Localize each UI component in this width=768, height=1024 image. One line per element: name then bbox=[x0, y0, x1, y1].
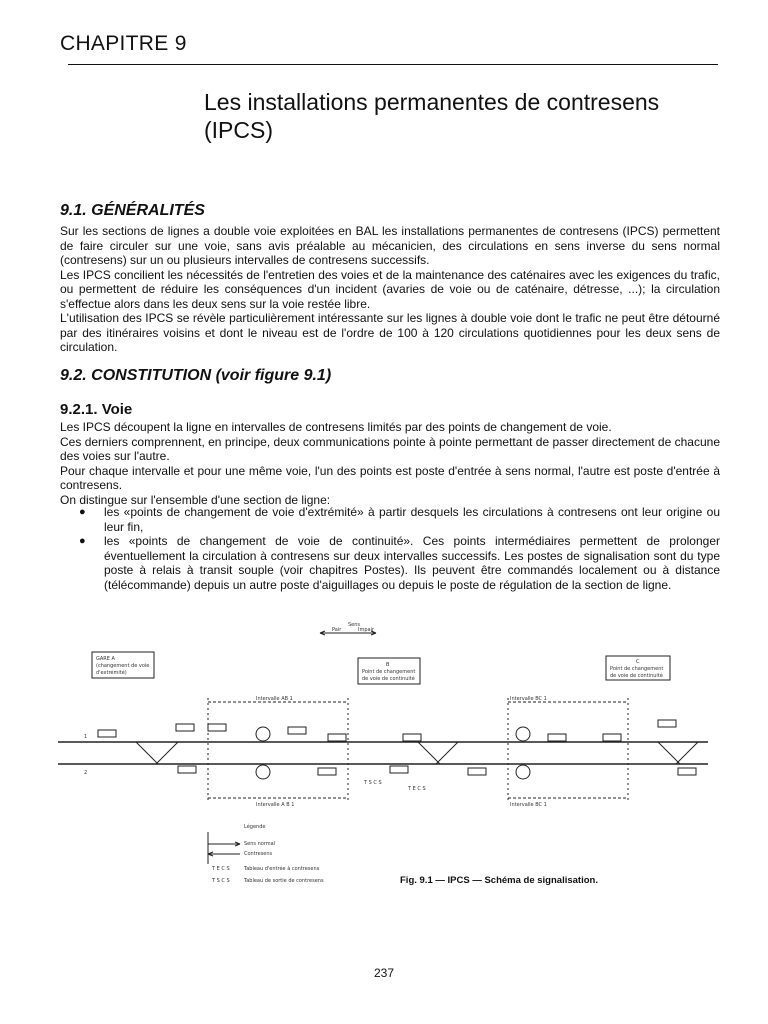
crossover-c bbox=[658, 742, 698, 764]
impair-label: Impair bbox=[358, 627, 375, 633]
signal-box bbox=[603, 734, 621, 741]
signal-box bbox=[658, 720, 676, 727]
box-b-line: B bbox=[386, 662, 390, 668]
paragraph: Pour chaque intervalle et pour une même voie, l'un des points est poste d'entrée à sens normal, l'autre est poste d'entrée à contresens. bbox=[60, 463, 720, 492]
interval-ab-bottom-label: Intervalle A B 1 bbox=[256, 802, 295, 808]
signal-box bbox=[176, 724, 194, 731]
box-c-line: C bbox=[636, 659, 640, 665]
box-a-line: (changement de voie bbox=[96, 663, 150, 669]
box-b-line: de voie de continuité bbox=[362, 676, 415, 682]
tecs-label: T E C S bbox=[408, 786, 426, 792]
list-item-text: les «points de changement de voie d'extrémité» à partir desquels les circulations à contresens ont leur origine ou leur fin, bbox=[104, 505, 720, 534]
bullet-icon: ● bbox=[79, 535, 86, 547]
legend-abbr: T S C S bbox=[212, 878, 230, 884]
box-c-line: Point de changement bbox=[610, 666, 664, 672]
signal-box bbox=[548, 734, 566, 741]
figure-ipcs-signalisation bbox=[58, 612, 718, 902]
crossover-b bbox=[418, 742, 458, 764]
signal-circle bbox=[256, 765, 270, 779]
chapter-heading: CHAPITRE 9 bbox=[60, 32, 187, 55]
legend-abbr: T E C S bbox=[212, 866, 230, 872]
bullet-icon: ● bbox=[79, 506, 86, 518]
paragraph: Ces derniers comprennent, en principe, deux communications pointe à pointe permettant de passer directement de chacune des voies sur l'autre. bbox=[60, 434, 720, 463]
signal-box bbox=[178, 766, 196, 773]
signal-box bbox=[208, 724, 226, 731]
sens-label: Sens bbox=[348, 622, 361, 628]
interval-bc-bottom-label: Intervalle BC 1 bbox=[510, 802, 547, 808]
section-heading-generalites: 9.1. GÉNÉRALITÉS bbox=[60, 202, 205, 219]
section-body-voie bbox=[60, 420, 720, 507]
signal-box bbox=[328, 734, 346, 741]
signal-box bbox=[98, 730, 116, 737]
chapter-title: Les installations permanentes de contresens (IPCS) bbox=[204, 89, 660, 143]
interval-bc-top-label: Intervalle BC 1 bbox=[510, 696, 547, 702]
paragraph: Les IPCS concilient les nécessités de l'entretien des voies et de la maintenance des caténaires avec les exigences du trafic, ou permettent de réduire les conséquences d'un incident (avaries de voie ou de caténaire, détresse, ...); la circulation s'effectue alors dans les deux sens sur la voie restée libre. bbox=[60, 267, 720, 311]
pair-label: Pair bbox=[332, 627, 342, 633]
box-b-line: Point de changement bbox=[362, 669, 416, 675]
signal-box bbox=[390, 766, 408, 773]
paragraph: On distingue sur l'ensemble d'une section de ligne: bbox=[60, 492, 331, 507]
signal-box bbox=[678, 768, 696, 775]
legend-item: Tableau d'entrée à contresens bbox=[244, 866, 320, 872]
signal-circle bbox=[516, 727, 530, 741]
legend-title: Légende bbox=[244, 824, 266, 830]
paragraph: Sur les sections de lignes a double voie exploitées en BAL les installations permanentes de contresens (IPCS) permettent de faire circuler sur une voie, sans avis préalable au mécanicien, des circulations en sens inverse du sens normal (contresens) sur un ou plusieurs intervalles de contresens successifs. bbox=[60, 224, 720, 267]
interval-ab-top-label: Intervalle AB 1 bbox=[256, 696, 293, 702]
paragraph: Les IPCS découpent la ligne en intervalles de contresens limités par des points de changement de voie. bbox=[60, 420, 612, 434]
signal-box bbox=[403, 734, 421, 741]
paragraph: L'utilisation des IPCS se révèle particulièrement intéressante sur les lignes à double voie dont le trafic ne peut être détourné par des itinéraires voisins et dont le niveau est de l'ordre de 100 à 120 circulations quotidiennes pour les deux sens de circulation. bbox=[60, 311, 720, 354]
list-item bbox=[60, 534, 720, 592]
box-a-line: d'extrémité) bbox=[96, 670, 127, 676]
list-item-text: les «points de changement de voie de continuité». Ces points intermédiaires permettent de prolonger éventuellement la circulation à contresens sur deux intervalles successifs. Les postes de signalisation sont du type poste à relais à transit souple (voir chapitres Postes). Ils peuvent être commandés localement ou à distance (télécommande) depuis un autre poste d'aiguillages ou depuis le poste de régulation de la section de ligne. bbox=[104, 534, 720, 592]
list-item bbox=[60, 505, 720, 534]
bullet-list bbox=[60, 505, 720, 592]
track-1-label: 1 bbox=[84, 734, 88, 740]
signal-circle bbox=[256, 727, 270, 741]
signal-box bbox=[288, 727, 306, 734]
tscs-label: T S C S bbox=[364, 780, 382, 786]
signalling-diagram bbox=[58, 612, 718, 902]
track-2-label: 2 bbox=[84, 770, 88, 776]
signal-box bbox=[468, 768, 486, 775]
legend-item: Tableau de sortie de contresens bbox=[244, 878, 324, 884]
signal-box bbox=[318, 768, 336, 775]
page-number: 237 bbox=[373, 966, 395, 980]
legend-item: Sens normal bbox=[244, 841, 276, 847]
signal-circle bbox=[516, 765, 530, 779]
header-rule bbox=[68, 64, 718, 65]
legend-item: Contresens bbox=[244, 851, 273, 857]
subsection-heading-voie: 9.2.1. Voie bbox=[60, 401, 133, 418]
box-a-line: GARE A bbox=[96, 656, 115, 662]
section-body-generalites bbox=[60, 224, 720, 355]
section-heading-constitution: 9.2. CONSTITUTION (voir figure 9.1) bbox=[60, 367, 332, 384]
figure-caption: Fig. 9.1 — IPCS — Schéma de signalisation. bbox=[400, 875, 598, 886]
box-c-line: de voie de continuité bbox=[610, 673, 663, 679]
crossover-a bbox=[136, 742, 178, 764]
